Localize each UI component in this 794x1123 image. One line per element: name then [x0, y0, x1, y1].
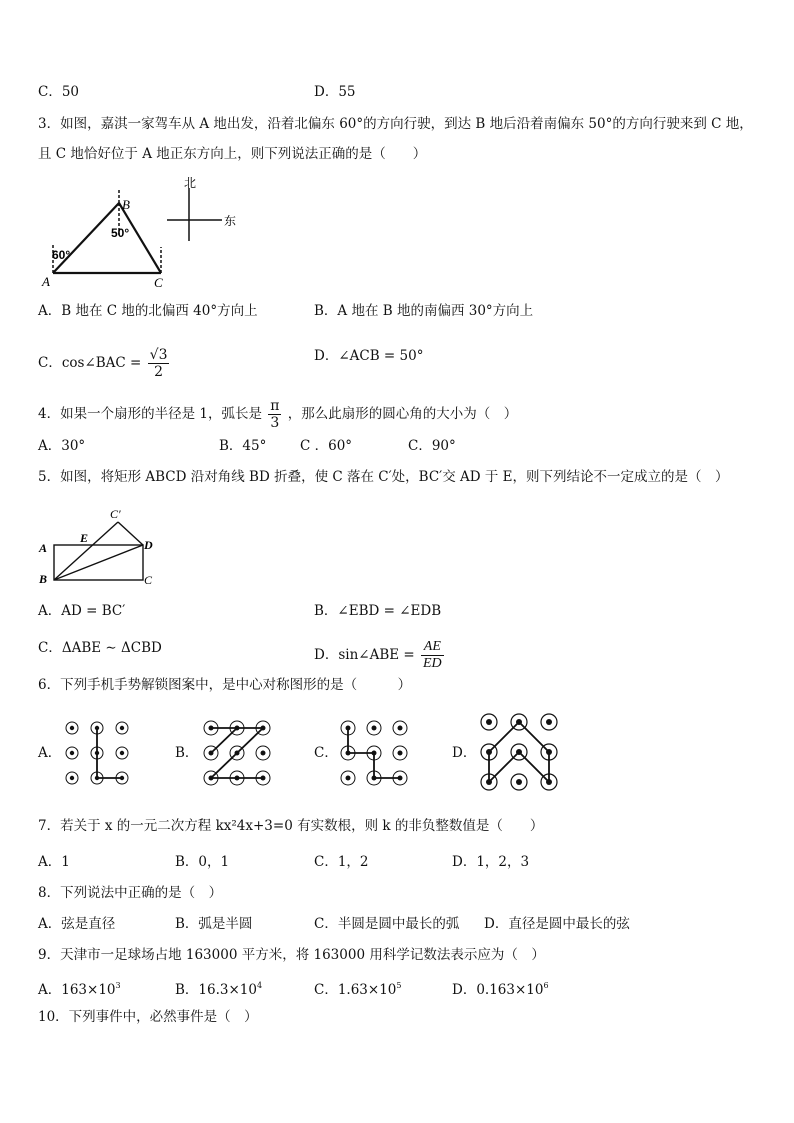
q9-option-a[interactable] [38, 977, 121, 999]
q9-option-b[interactable] [175, 977, 262, 999]
q4-arc-denominator: 3 [270, 415, 280, 431]
q4-stem-part2: ，那么此扇形的圆心角的大小为（ ） [287, 406, 518, 422]
q5-fig-label-c: C [144, 573, 153, 587]
q3-option-c-prefix: C．cos∠BAC = [38, 355, 142, 371]
q10-stem: 10．下列事件中，必然事件是（ ） [38, 1009, 258, 1025]
q5-option-d[interactable] [314, 639, 446, 672]
q4-stem-part1: 4．如果一个扇形的半径是 1，弧长是 [38, 406, 262, 422]
q5-fig-label-e: E [80, 531, 89, 545]
q7-stem: 7．若关于 x 的一元二次方程 kx²4x+3=0 有实数根，则 k 的非负整数值是（ ） [38, 818, 544, 834]
q4-arc-fraction [268, 398, 281, 431]
q8-option-b[interactable]: B．弧是半圆 [175, 916, 253, 932]
q5-stem: 5．如图，将矩形 ABCD 沿对角线 BD 折叠，使 C 落在 C′处，BC′交 AD 于 E，则下列结论不一定成立的是（ ） [38, 469, 729, 485]
q3-option-c-fraction [148, 347, 170, 380]
q2-option-d[interactable]: D．55 [314, 84, 356, 100]
q3-option-c[interactable] [38, 347, 171, 380]
q3-option-d[interactable]: D．∠ACB = 50° [314, 348, 424, 364]
q6-pattern-d[interactable] [476, 712, 560, 794]
q4-arc-numerator: π [270, 398, 280, 414]
q6-pattern-a[interactable] [60, 718, 132, 790]
q9-option-d-base: D．0.163×10 [452, 982, 544, 998]
q3-stem-line2: 且 C 地恰好位于 A 地正东方向上，则下列说法正确的是（ ） [38, 146, 427, 162]
q6-label-b[interactable]: B． [175, 745, 199, 761]
compass-figure [160, 176, 245, 246]
q8-stem: 8．下列说法中正确的是（ ） [38, 885, 223, 901]
q3-fig-label-a: A [42, 274, 50, 289]
q9-option-d[interactable] [452, 977, 549, 999]
q9-option-c-base: C．1.63×10 [314, 982, 397, 998]
q3-option-a[interactable]: A．B 地在 C 地的北偏西 40°方向上 [38, 303, 258, 319]
q7-option-b[interactable]: B．0，1 [175, 854, 230, 870]
q2-option-c[interactable]: C．50 [38, 84, 80, 100]
q5-option-d-fraction [421, 639, 444, 672]
q3-option-b[interactable]: B．A 地在 B 地的南偏西 30°方向上 [314, 303, 534, 319]
q4-option-a[interactable]: A．30° [38, 438, 86, 454]
q5-option-d-denominator: ED [423, 656, 442, 671]
q6-label-c[interactable]: C． [314, 745, 338, 761]
q5-fig-label-c-prime: C′ [110, 507, 121, 521]
q6-pattern-b[interactable] [199, 718, 275, 790]
q6-stem: 6．下列手机手势解锁图案中，是中心对称图形的是（ ） [38, 677, 412, 693]
q7-option-d[interactable]: D．1，2，3 [452, 854, 530, 870]
q6-label-a[interactable]: A． [38, 745, 62, 761]
q8-option-a[interactable]: A．弦是直径 [38, 916, 116, 932]
q5-fig-label-a: A [39, 541, 48, 555]
q9-option-c-exponent: 5 [396, 981, 402, 990]
q7-option-c[interactable]: C．1，2 [314, 854, 369, 870]
q4-option-c[interactable]: C ．60° [300, 438, 353, 454]
q5-option-c[interactable]: C．ΔABE ∼ ΔCBD [38, 640, 162, 656]
q3-stem-line1: 3．如图，嘉淇一家驾车从 A 地出发，沿着北偏东 60°的方向行驶，到达 B 地后沿着南偏东 50°的方向行驶来到 C 地， [38, 116, 753, 132]
q3-triangle-figure [40, 185, 175, 290]
q4-stem [38, 398, 517, 431]
q5-fig-label-d: D [144, 538, 153, 552]
compass-east-label: 东 [224, 214, 237, 228]
q9-option-c[interactable] [314, 977, 401, 999]
q8-option-d[interactable]: D．直径是圆中最长的弦 [484, 916, 630, 932]
q9-option-d-exponent: 6 [543, 981, 549, 990]
q3-option-c-denominator: 2 [154, 364, 164, 380]
q9-option-a-exponent: 3 [115, 981, 121, 990]
q6-label-d[interactable]: D． [452, 745, 477, 761]
q3-option-c-numerator: √3 [149, 347, 168, 363]
q5-fig-label-b: B [39, 572, 48, 586]
q9-stem: 9．天津市一足球场占地 163000 平方米，将 163000 用科学记数法表示应为（ ） [38, 947, 545, 963]
q3-fig-angle-a: 60° [52, 248, 71, 262]
q4-option-b[interactable]: B．45° [219, 438, 267, 454]
q3-fig-label-b: B [122, 197, 130, 212]
q6-pattern-c[interactable] [336, 718, 412, 790]
q8-option-c[interactable]: C．半圆是圆中最长的弧 [314, 916, 460, 932]
q5-option-d-prefix: D．sin∠ABE = [314, 647, 415, 663]
compass-north-label: 北 [184, 176, 197, 190]
q5-rectangle-fold-figure [36, 505, 166, 590]
q4-option-d[interactable]: C．90° [408, 438, 456, 454]
q7-option-a[interactable]: A．1 [38, 854, 70, 870]
q9-option-a-base: A．163×10 [38, 982, 116, 998]
q3-fig-label-c: C [154, 275, 163, 290]
q5-option-d-numerator: AE [421, 639, 444, 656]
q9-option-b-exponent: 4 [256, 981, 263, 990]
q3-fig-angle-b: 50° [111, 226, 130, 240]
q9-option-b-base: B．16.3×10 [175, 982, 257, 998]
q5-option-a[interactable]: A．AD = BC′ [38, 603, 126, 619]
q5-option-b[interactable]: B．∠EBD = ∠EDB [314, 603, 442, 619]
